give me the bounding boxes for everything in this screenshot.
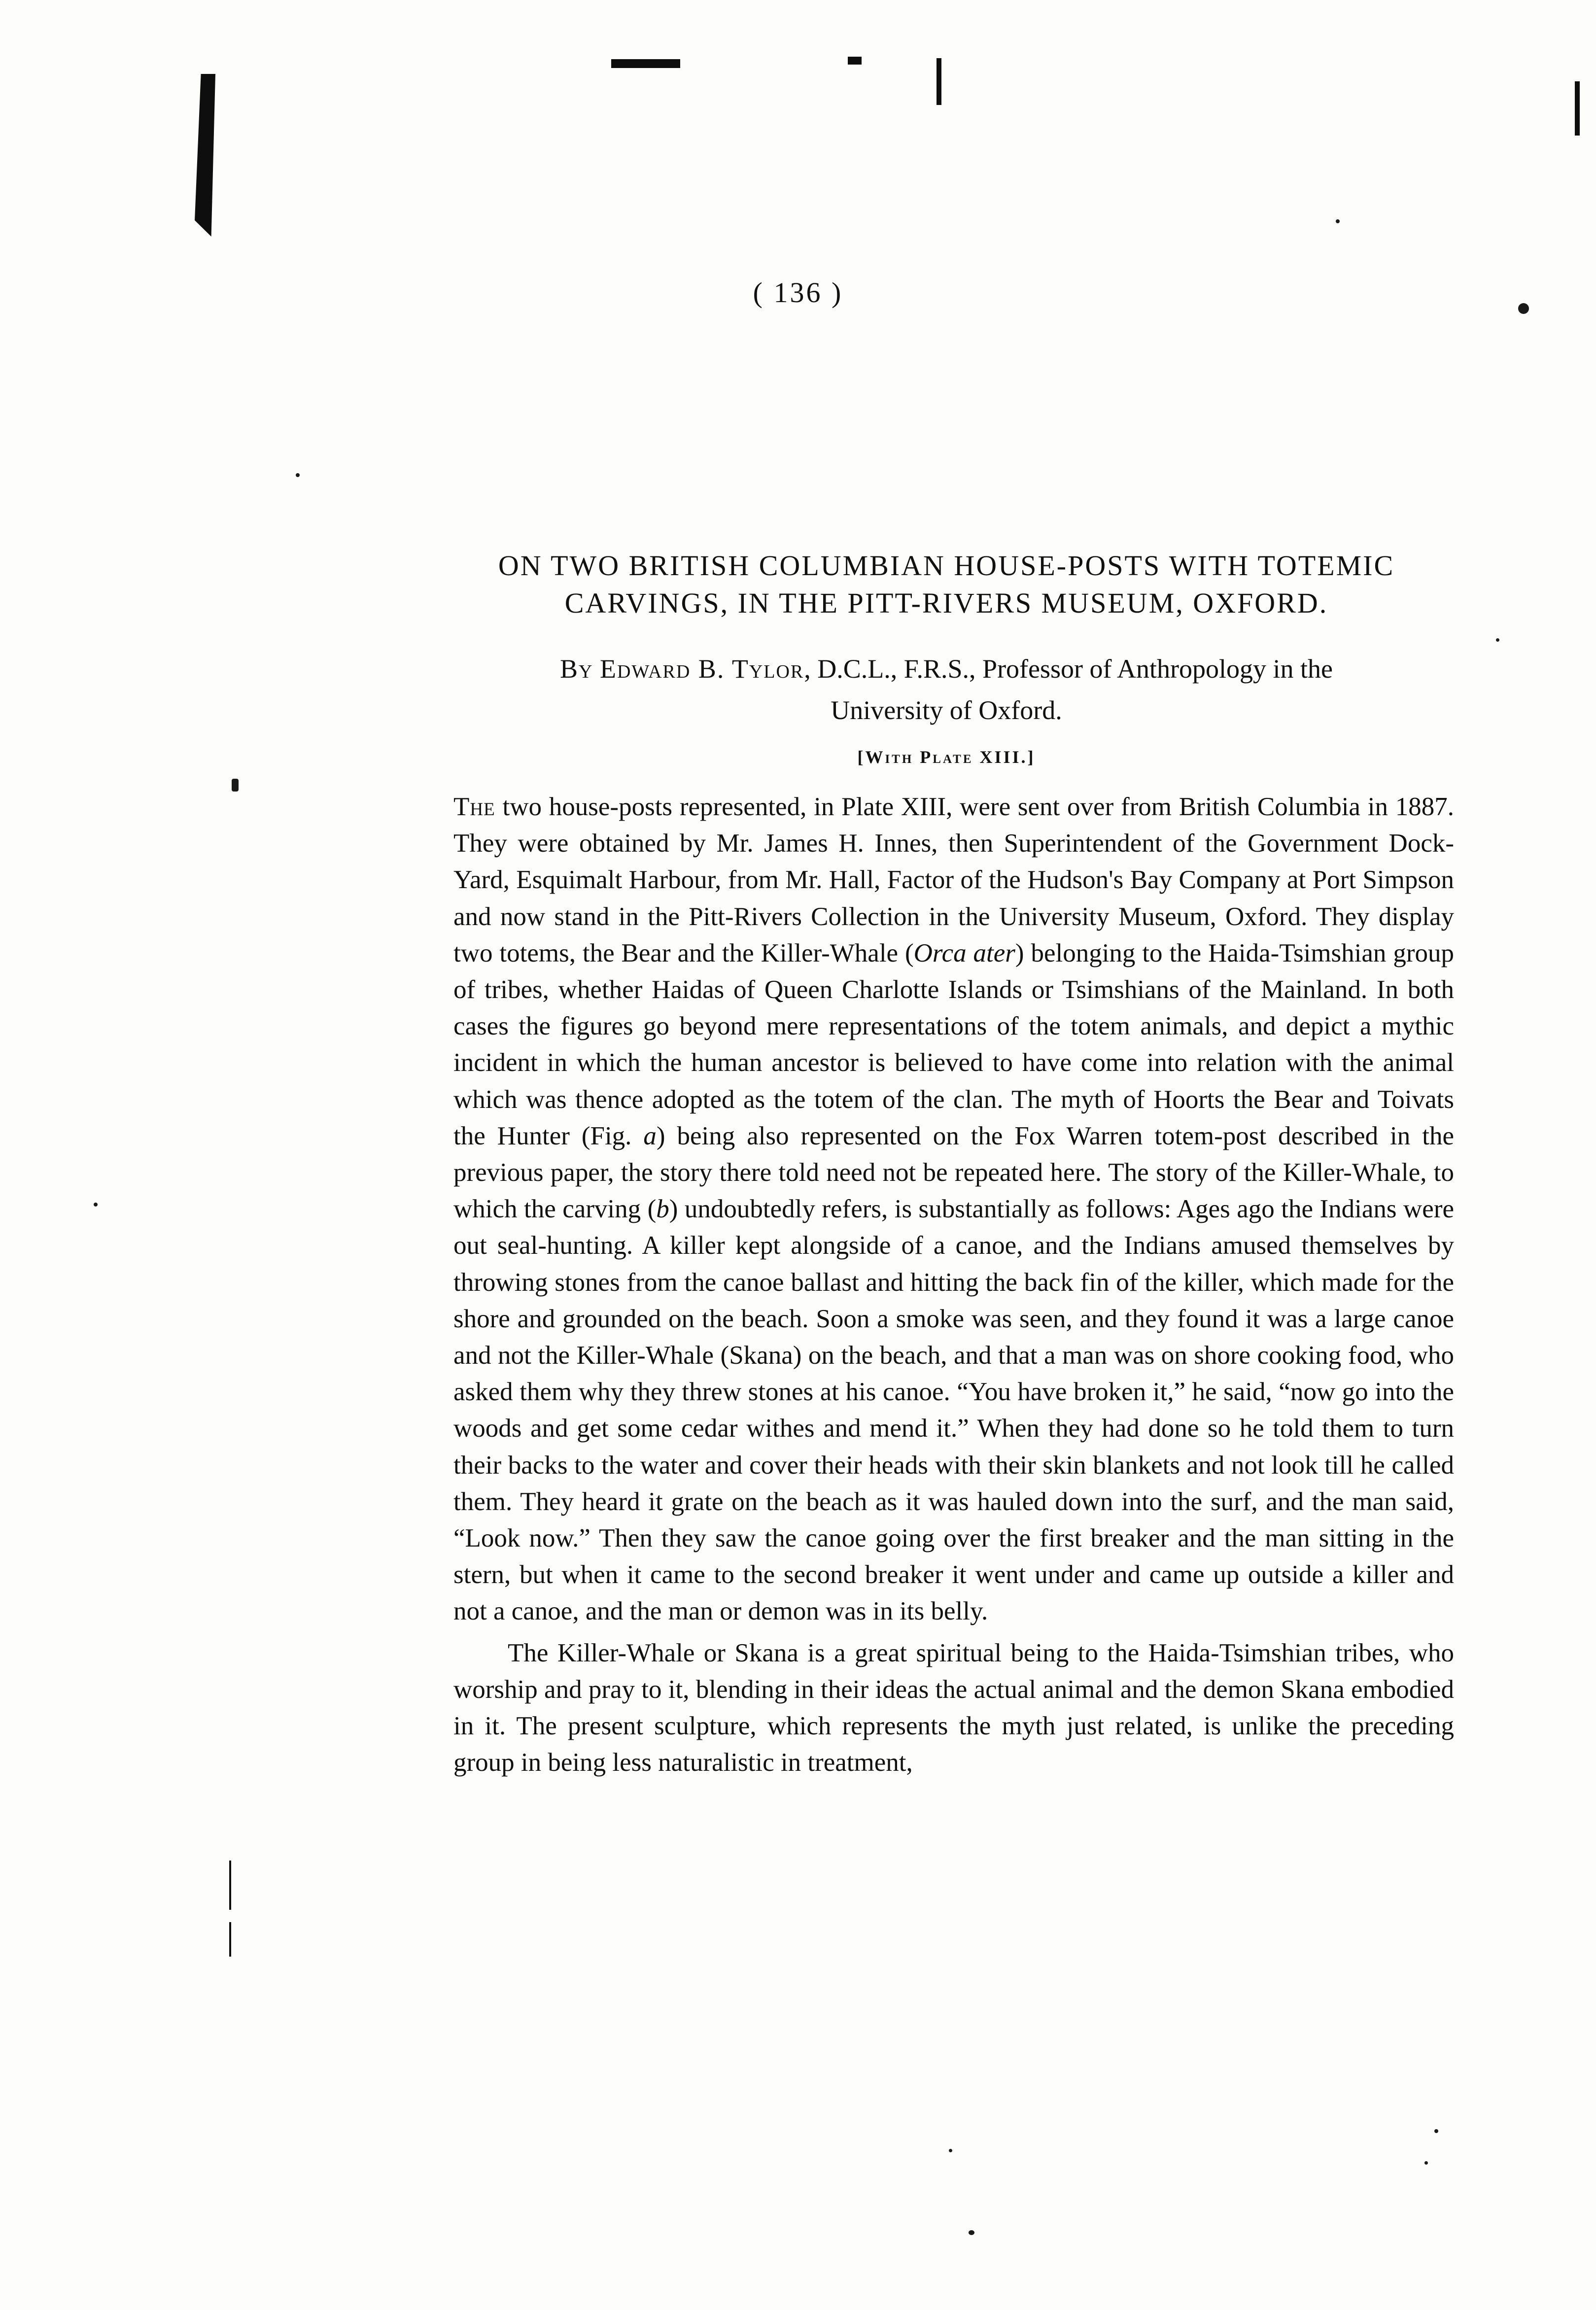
scan-mark-top-stroke (937, 58, 941, 105)
author-affiliation: University of Oxford. (831, 695, 1062, 725)
scan-mark-top-small (848, 57, 862, 65)
scan-speck (1496, 638, 1499, 642)
plate-note: [With Plate XIII.] (857, 747, 1036, 767)
byline-by: By (560, 654, 593, 684)
page-number: ( 136 ) (753, 276, 843, 309)
article-body (453, 789, 1454, 1781)
title-line-1: ON TWO BRITISH COLUMBIAN HOUSE-POSTS WITH TOTEMIC (498, 550, 1395, 582)
paragraph-lead-word: The (453, 793, 495, 821)
scan-mark-margin (229, 1922, 231, 1957)
scan-speck (296, 473, 300, 477)
author-name: Edward B. Tylor (599, 654, 804, 684)
paragraph-1 (453, 789, 1454, 1630)
figure-ref-b: b (656, 1195, 669, 1224)
scan-speck (969, 2230, 974, 2235)
byline-line-1 (453, 648, 1439, 690)
article-title (434, 547, 1459, 622)
paragraph-1-part-b: ) belonging to the Haida-Tsimshian group of tribes, whether Haidas of Queen Charlotte Islands or Tsimshians of the Mainland. In both cases the figures go beyond mere representations of the totem animals, and depict a mythic incident in which the human ancestor is believed to have come into relation with the animal which was thence adopted as the totem of the clan. The myth of Hoorts the Bear and Toivats the Hunter (Fig. (453, 938, 1454, 1150)
scan-speck (1424, 2161, 1428, 2165)
scan-speck (949, 2149, 952, 2152)
paragraph-1-part-a: two house-posts represented, in Plate XIII, were sent over from British Columbia in 1887. They were obtained by Mr. James H. Innes, then Superintendent of the Government Dock-Yard, Esquimalt Harbour, from Mr. Hall, Factor of the Hudson's Bay Company at Port Simpson and now stand in the Pitt-Rivers Collection in the University Museum, Oxford. They display two totems, the Bear and the Killer-Whale ( (453, 793, 1454, 967)
paragraph-1-part-c: ) being also represented on the Fox Warren totem-post described in the previous paper, the story there told need not be repeated here. The story of the Killer-Whale, to which the carving ( (453, 1121, 1454, 1224)
scan-edge-right (1575, 81, 1580, 136)
scan-smudge-top (611, 59, 680, 68)
title-line-2: CARVINGS, IN THE PITT-RIVERS MUSEUM, OXFORD. (564, 587, 1328, 619)
author-credentials: , D.C.L., F.R.S., Professor of Anthropology in the (804, 654, 1333, 684)
scan-speck (1336, 219, 1340, 223)
species-name: Orca ater (913, 938, 1015, 967)
paragraph-2: The Killer-Whale or Skana is a great spiritual being to the Haida-Tsimshian tribes, who worship and pray to it, blending in their ideas the actual animal and the demon Skana embodied in it. The present sculpture, which represents the myth just related, is unlike the preceding group in being less naturalistic in treatment, (453, 1638, 1454, 1777)
paragraph-1-part-d: ) undoubtedly refers, is substantially as follows: Ages ago the Indians were out seal-hunting. A killer kept alongside of a canoe, and the Indians amused themselves by throwing stones from the canoe ballast and hitting the back fin of the killer, which made for the shore and grounded on the beach. Soon a smoke was seen, and they found it was a large canoe and not the Killer-Whale (Skana) on the beach, and that a man was on shore cooking food, who asked them why they threw stones at his canoe. “You have broken it,” he said, “now go into the woods and get some cedar withes and mend it.” When they had done so he told them to turn their backs to the water and cover their heads with their skin blankets and not look till he called them. They heard it grate on the beach as it was hauled down into the surf, and the man said, “Look now.” Then they saw the canoe going over the first breaker and the man sitting in the stern, but when it came to the second breaker it went under and came up outside a killer and not a canoe, and the man or demon was in its belly. (453, 1195, 1454, 1626)
scan-smudge-left (195, 74, 215, 237)
scan-mark-margin (229, 1861, 231, 1910)
byline (453, 648, 1439, 731)
figure-ref-a: a (643, 1121, 657, 1150)
scan-speck (232, 779, 239, 792)
scan-speck (94, 1203, 98, 1207)
scan-speck (1434, 2129, 1438, 2133)
